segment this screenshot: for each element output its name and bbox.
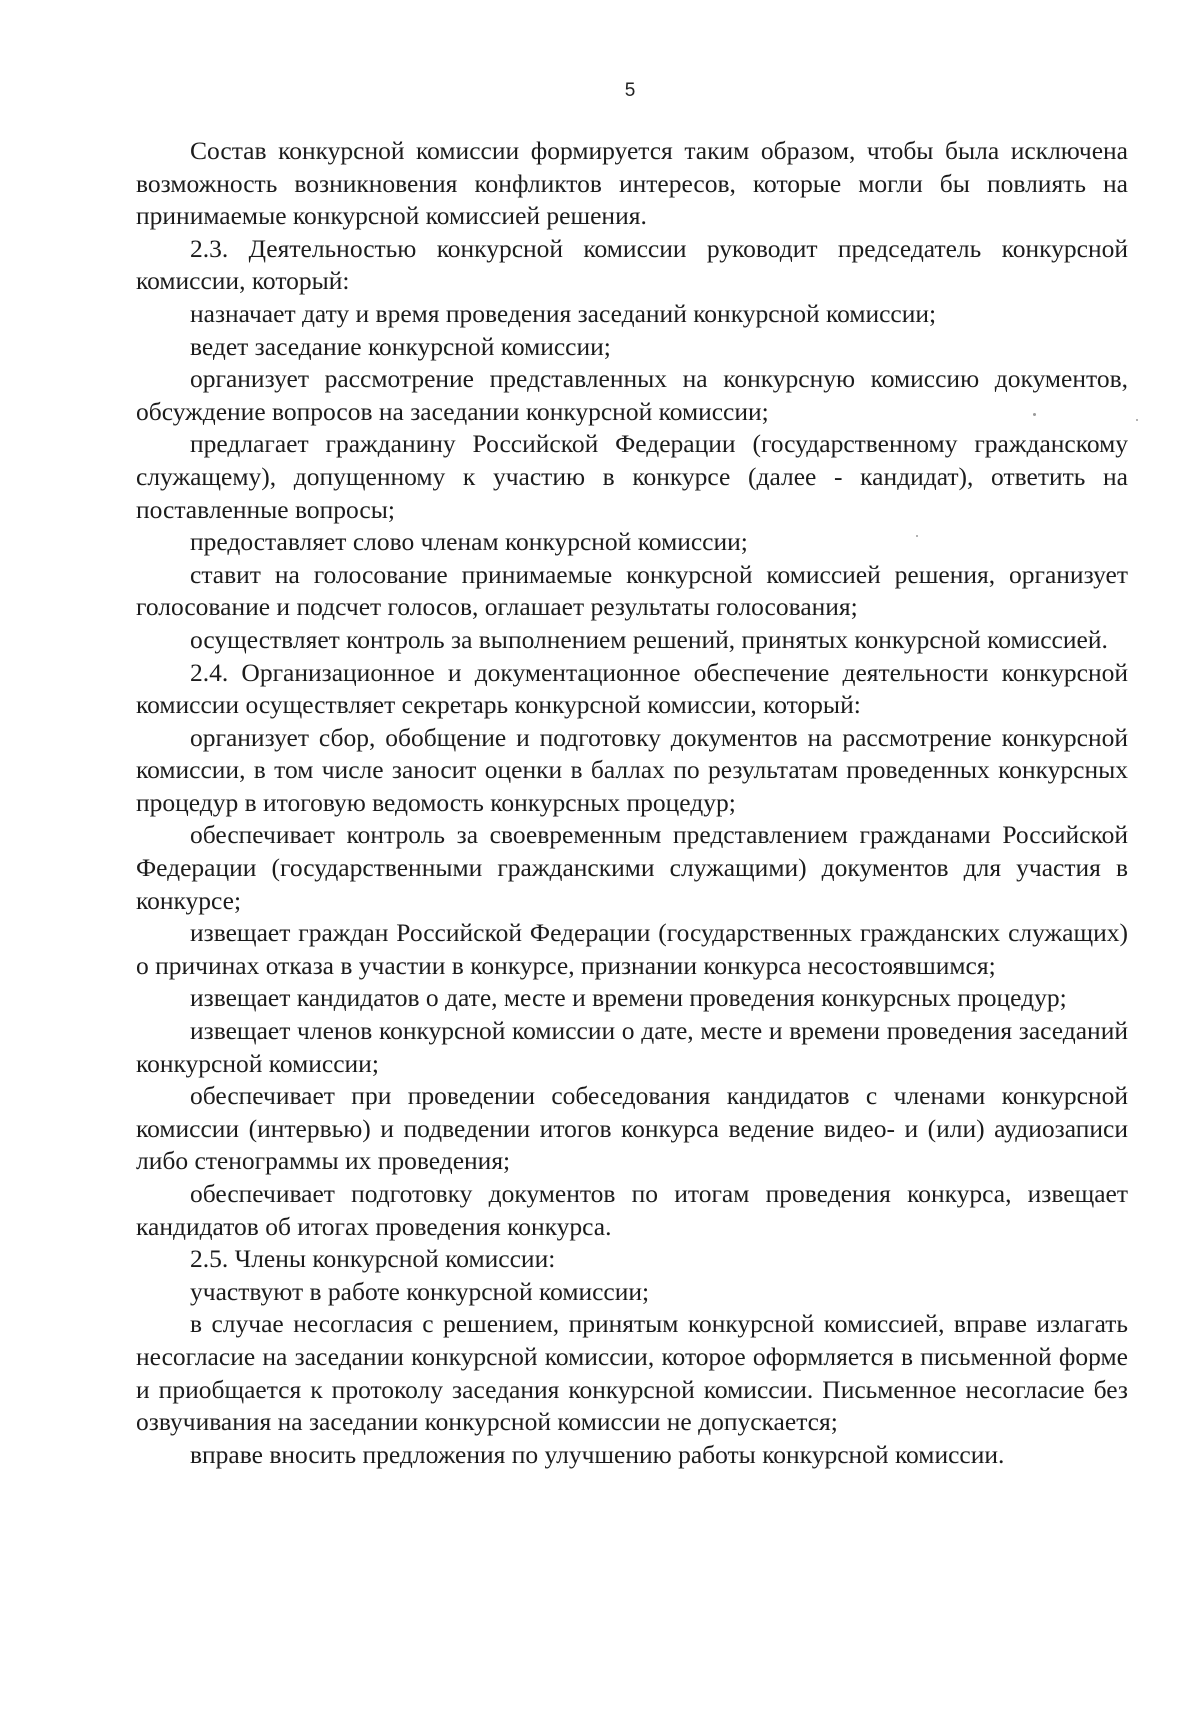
paragraph-chairman-organizes-review: организует рассмотрение представленных на конкурсную комиссию документов, обсуждение вопросов на заседании конкурсной комиссии; [136,364,1128,426]
paragraph-commission-composition: Состав конкурсной комиссии формируется таким образом, чтобы была исключена возможность возникновения конфликтов интересов, которые могли бы повлиять на принимаемые конкурсной комиссией решения. [136,136,1128,231]
paragraph-2-4-secretary: 2.4. Организационное и документационное обеспечение деятельности конкурсной комиссии осуществляет секретарь конкурсной комиссии, который: [136,657,1128,720]
paragraph-secretary-collects-documents: организует сбор, обобщение и подготовку документов на рассмотрение конкурсной комиссии, в том числе заносит оценки в баллах по результатам проведенных конкурсных процедур в итоговую ведомость конкурсных процедур; [136,722,1128,817]
paragraph-2-5-members: 2.5. Члены конкурсной комиссии: [190,1244,556,1274]
scan-speck [916,535,918,537]
paragraph-secretary-notifies-refusal: извещает граждан Российской Федерации (государственных гражданских служащих) о причинах отказа в участии в конкурсе, признании конкурса несостоявшимся; [136,918,1128,980]
paragraph-secretary-notifies-candidates: извещает кандидатов о дате, месте и времени проведения конкурсных процедур; [190,983,1067,1013]
paragraph-chairman-gives-floor: предоставляет слово членам конкурсной комиссии; [190,527,748,557]
paragraph-members-disagreement: в случае несогласия с решением, принятым конкурсной комиссией, вправе излагать несогласие на заседании конкурсной комиссии, которое оформляется в письменной форме и приобщается к протоколу заседания конкурсной комиссии. Письменное несогласие без озвучивания на заседании конкурсной комиссии не допускается; [136,1309,1128,1437]
paragraph-chairman-control: осуществляет контроль за выполнением решений, принятых конкурсной комиссией. [190,624,1108,654]
paragraph-secretary-results: обеспечивает подготовку документов по итогам проведения конкурса, извещает кандидатов об итогах проведения конкурса. [136,1179,1128,1241]
paragraph-secretary-notifies-members: извещает членов конкурсной комиссии о дате, месте и времени проведения заседаний конкурсной комиссии; [136,1016,1128,1078]
paragraph-chairman-schedules-meetings: назначает дату и время проведения заседаний конкурсной комиссии; [190,298,937,328]
paragraph-chairman-voting: ставит на голосование принимаемые конкурсной комиссией решения, организует голосование и подсчет голосов, оглашает результаты голосования; [136,559,1128,622]
paragraph-chairman-invites-candidate: предлагает гражданину Российской Федерации (государственному гражданскому служащему), допущенному к участию в конкурсе (далее - кандидат), ответить на поставленные вопросы; [136,429,1128,524]
paragraph-members-participate: участвуют в работе конкурсной комиссии; [190,1276,650,1306]
scan-speck [1033,413,1036,416]
page-number: 5 [624,80,636,101]
paragraph-chairman-conducts-meeting: ведет заседание конкурсной комиссии; [190,331,611,361]
paragraph-2-3-chairman: 2.3. Деятельностью конкурсной комиссии руководит председатель конкурсной комиссии, который: [136,233,1128,296]
scan-speck [1136,419,1138,421]
paragraph-secretary-recording: обеспечивает при проведении собеседования кандидатов с членами конкурсной комиссии (интервью) и подведении итогов конкурса ведение видео- и (или) аудиозаписи либо стенограммы их проведения; [136,1081,1128,1176]
paragraph-members-proposals: вправе вносить предложения по улучшению работы конкурсной комиссии. [190,1439,1005,1469]
document-body [136,135,1128,1471]
paragraph-secretary-controls-submission: обеспечивает контроль за своевременным представлением гражданами Российской Федерации (государственными гражданскими служащими) документов для участия в конкурсе; [136,820,1128,915]
